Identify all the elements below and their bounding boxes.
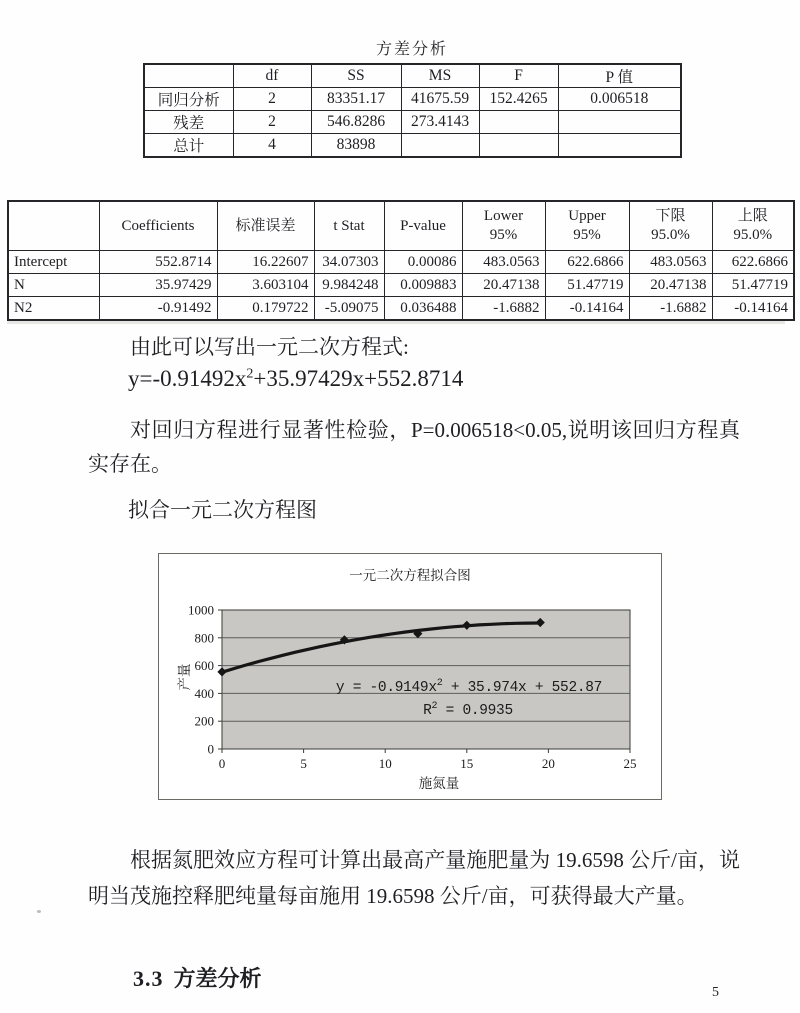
anova-section — [143, 36, 681, 158]
table-cell: 35.97429 — [99, 274, 217, 297]
scan-shadow — [7, 321, 785, 324]
table-cell: 41675.59 — [401, 88, 479, 111]
y-tick-label: 200 — [194, 713, 214, 729]
table-cell: 16.22607 — [217, 251, 314, 274]
table-cell: 273.4143 — [401, 111, 479, 134]
table-row — [8, 251, 794, 274]
table-cell — [558, 134, 681, 158]
x-tick-label: 0 — [218, 756, 226, 771]
scan-artifact — [37, 910, 41, 913]
table-cell: 622.6866 — [712, 251, 794, 274]
table-cell: Upper 95% — [545, 201, 629, 251]
table-cell: F — [479, 64, 558, 88]
table-cell: 0.009883 — [384, 274, 462, 297]
table-cell — [8, 201, 99, 251]
table-cell: N2 — [8, 297, 99, 321]
table-cell: Lower 95% — [462, 201, 545, 251]
table-cell: SS — [311, 64, 401, 88]
table-cell: 83351.17 — [311, 88, 401, 111]
table-cell: 0.00086 — [384, 251, 462, 274]
fitted-curve-chart — [158, 553, 662, 800]
y-tick-label: 600 — [194, 658, 214, 674]
table-cell: Intercept — [8, 251, 99, 274]
x-tick-label: 10 — [378, 756, 392, 771]
y-tick-label: 0 — [207, 741, 214, 757]
table-cell: 2 — [233, 111, 311, 134]
table-cell: 9.984248 — [314, 274, 384, 297]
chart-caption: 拟合一元二次方程图 — [128, 498, 317, 522]
table-cell: MS — [401, 64, 479, 88]
table-header-row — [8, 201, 794, 251]
table-cell: 上限 95.0% — [712, 201, 794, 251]
table-cell: -1.6882 — [629, 297, 712, 321]
table-cell: 3.603104 — [217, 274, 314, 297]
table-cell: 51.47719 — [545, 274, 629, 297]
regression-coefficients-section — [7, 200, 793, 321]
table-cell: 483.0563 — [629, 251, 712, 274]
table-cell: -0.14164 — [712, 297, 794, 321]
table-cell: 4 — [233, 134, 311, 158]
x-tick-label: 25 — [623, 756, 637, 771]
table-cell: 83898 — [311, 134, 401, 158]
table-cell: t Stat — [314, 201, 384, 251]
table-cell — [479, 134, 558, 158]
section-heading: 3.3 方差分析 — [133, 966, 262, 991]
y-tick-label: 1000 — [188, 602, 214, 618]
table-row — [144, 111, 681, 134]
table-cell — [558, 111, 681, 134]
x-axis-title: 施氮量 — [418, 776, 460, 791]
table-cell: P 值 — [558, 64, 681, 88]
table-cell: 51.47719 — [712, 274, 794, 297]
y-axis-title: 产量 — [177, 663, 192, 691]
coefficients-table — [7, 200, 795, 321]
table-cell: Coefficients — [99, 201, 217, 251]
table-cell: 总计 — [144, 134, 233, 158]
table-cell: 同归分析 — [144, 88, 233, 111]
page-number: 5 — [712, 985, 719, 1000]
table-cell: df — [233, 64, 311, 88]
table-cell: -0.14164 — [545, 297, 629, 321]
table-cell: -1.6882 — [462, 297, 545, 321]
table-cell: 下限 95.0% — [629, 201, 712, 251]
table-cell: -5.09075 — [314, 297, 384, 321]
paragraph: 根据氮肥效应方程可计算出最高产量施肥量为 19.6598 公斤/亩，说明当茂施控释肥纯量每亩施用 19.6598 公斤/亩，可获得最大产量。 — [88, 848, 740, 908]
table-cell: 20.47138 — [462, 274, 545, 297]
table-cell: 2 — [233, 88, 311, 111]
table-cell: 标准误差 — [217, 201, 314, 251]
anova-table-title: 方差分析 — [375, 41, 448, 58]
regression-equation: $y=-0.91492x^2+35.97429x+552.8714$ — [128, 366, 464, 391]
table-row — [8, 297, 794, 321]
table-cell: 20.47138 — [629, 274, 712, 297]
table-cell: 152.4265 — [479, 88, 558, 111]
table-cell: 残差 — [144, 111, 233, 134]
table-cell: 483.0563 — [462, 251, 545, 274]
table-header-row — [144, 64, 681, 88]
table-cell: 34.07303 — [314, 251, 384, 274]
paragraph: 由此可以写出一元二次方程式: — [130, 335, 409, 359]
x-tick-label: 15 — [460, 756, 474, 771]
table-cell: 0.036488 — [384, 297, 462, 321]
y-tick-label: 400 — [194, 685, 214, 701]
table-cell: 546.8286 — [311, 111, 401, 134]
table-cell: 0.006518 — [558, 88, 681, 111]
y-tick-label: 800 — [194, 630, 214, 646]
anova-table — [143, 63, 682, 158]
table-cell: -0.91492 — [99, 297, 217, 321]
table-cell: 0.179722 — [217, 297, 314, 321]
r-squared-annotation: $R^2 = 0.9935$ — [423, 701, 513, 719]
chart-title: 一元二次方程拟合图 — [349, 568, 471, 583]
table-cell: 552.8714 — [99, 251, 217, 274]
table-cell — [479, 111, 558, 134]
table-cell: N — [8, 274, 99, 297]
equation-annotation: $y = -0.9149x^2 + 35.974x + 552.87$ — [335, 678, 603, 696]
table-cell — [401, 134, 479, 158]
table-cell — [144, 64, 233, 88]
x-tick-label: 5 — [300, 756, 307, 771]
table-row — [144, 134, 681, 158]
x-tick-label: 20 — [541, 756, 555, 771]
table-cell: P-value — [384, 201, 462, 251]
table-row — [8, 274, 794, 297]
table-row — [144, 88, 681, 111]
table-cell: 622.6866 — [545, 251, 629, 274]
paragraph: 对回归方程进行显著性检验，P=0.006518<0.05,说明该回归方程真实存在。 — [88, 418, 740, 476]
